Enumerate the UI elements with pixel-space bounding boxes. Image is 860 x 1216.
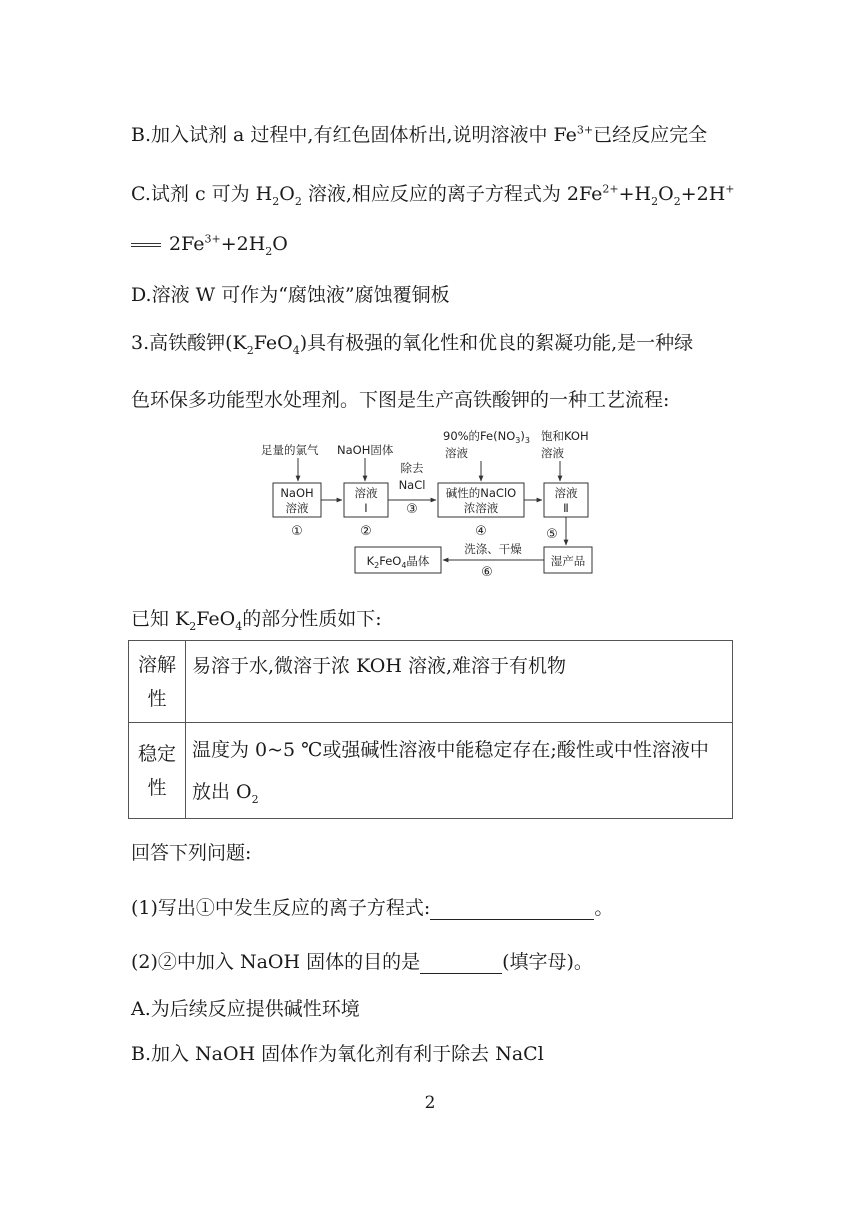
step-3-label-line2: NaCl <box>398 478 426 492</box>
box-wet-product: 湿产品 <box>550 554 586 568</box>
reagent-naoh-label: NaOH固体 <box>337 443 394 457</box>
box-solution-2: 溶液 <box>554 486 578 500</box>
page-number: 2 <box>424 1093 436 1113</box>
reagent-koh-label: 饱和KOH <box>541 429 589 443</box>
table-row <box>129 723 733 819</box>
reagent-chlorine-label: 足量的氯气 <box>261 443 319 457</box>
box-naclo-line2: 浓溶液 <box>463 501 499 515</box>
question-3-line1: 3.高铁酸钾$(K_2FeO_4)$具有极强的氧化性和优良的絮凝功能,是一种绿 <box>131 332 694 357</box>
reagent-fe-nitrate-label-line2: 溶液 <box>445 446 468 460</box>
box-naoh-solution: NaOH <box>280 486 314 500</box>
table-cell-solubility: 易溶于水,微溶于浓 KOH 溶液,难溶于有机物 <box>186 641 733 723</box>
question-2: (2)②中加入 NaOH 固体的目的是 (填字母)。 <box>131 951 593 973</box>
reagent-koh-label-line2: 溶液 <box>541 446 564 460</box>
option-b-prev: B.加入试剂 a 过程中,有红色固体析出,说明溶液中 $Fe^{3+}$已经反应完全 <box>131 123 708 146</box>
step-6-marker: ⑥ <box>481 565 493 580</box>
answer-blank-1[interactable] <box>430 897 594 920</box>
box-solution-1-line2: Ⅰ <box>364 501 368 515</box>
box-solution-1: 溶液 <box>354 486 378 500</box>
question-1: (1)写出①中发生反应的离子方程式: 。 <box>131 897 614 919</box>
box-naoh-solution-line2: 溶液 <box>285 501 309 515</box>
table-header-solubility: 溶解 性 <box>129 641 186 723</box>
table-cell-stability: 温度为 0~5 ℃或强碱性溶液中能稳定存在;酸性或中性溶液中 放出 $O_2$ <box>186 723 733 819</box>
box-naclo: 碱性的NaClO <box>445 486 517 500</box>
table-row <box>129 641 733 723</box>
step-5-marker: ⑤ <box>546 527 558 542</box>
option-b: B.加入 NaOH 固体作为氧化剂有利于除去 NaCl <box>131 1043 544 1065</box>
process-flow-diagram <box>255 425 605 580</box>
properties-table <box>128 640 733 819</box>
option-c-prev: C.试剂 c 可为 $H_2O_2$ 溶液,相应反应的离子方程式为 $2Fe^{2+}+H_2O_2+2H^+$ <box>131 182 735 208</box>
question-3-line2: 色环保多功能型水处理剂。下图是生产高铁酸钾的一种工艺流程: <box>131 389 670 411</box>
step-1-marker: ① <box>291 524 303 539</box>
known-properties-intro: 已知 $K_2FeO_4$的部分性质如下: <box>131 608 382 633</box>
table-header-stability: 稳定 性 <box>129 723 186 819</box>
box-k2feo4-crystal: $K_2FeO_4$晶体 <box>366 554 430 570</box>
answer-intro: 回答下列问题: <box>131 842 252 864</box>
step-2-marker: ② <box>360 524 372 539</box>
answer-blank-2[interactable] <box>420 951 502 974</box>
step-3-marker: ③ <box>406 502 418 517</box>
step-4-marker: ④ <box>475 524 487 539</box>
equals-sign-icon <box>131 243 161 247</box>
option-d-prev: D.溶液 W 可作为“腐蚀液”腐蚀覆铜板 <box>131 284 450 306</box>
step-6-label: 洗涤、干燥 <box>464 542 522 556</box>
option-c-equation-line2: $2Fe^{3+}+2H_2O$ <box>131 233 288 255</box>
box-solution-2-line2: Ⅱ <box>563 501 569 515</box>
step-3-label: 除去 <box>400 461 424 475</box>
reagent-fe-nitrate-label: 90%的$Fe(NO_3)_3$ <box>443 429 530 445</box>
option-a: A.为后续反应提供碱性环境 <box>131 998 360 1020</box>
